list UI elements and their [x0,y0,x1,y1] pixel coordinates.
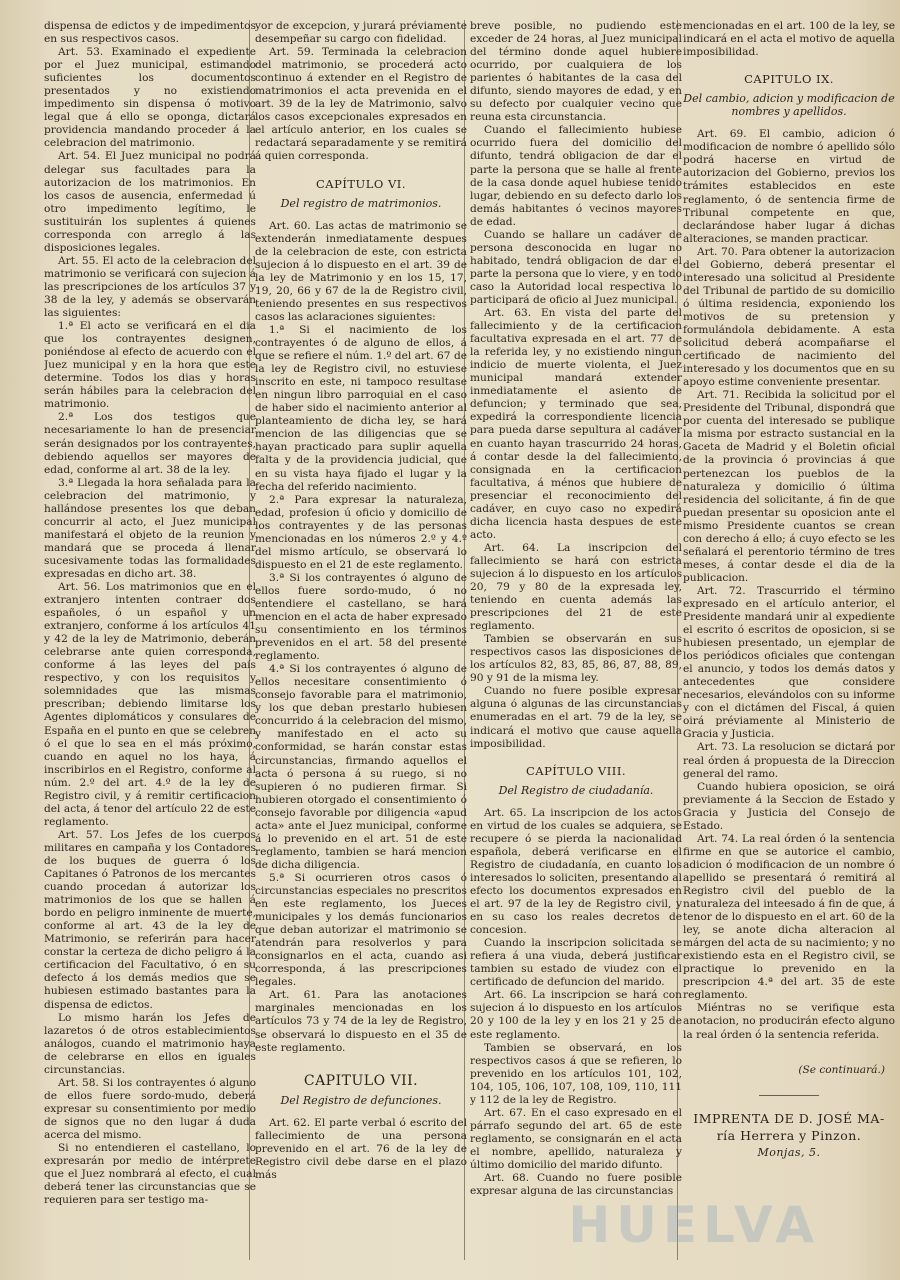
text-column-4 [683,20,895,1265]
printer-imprint [683,1110,895,1161]
article-paragraph: Tambien se observará, en los respectivos casos á que se refieren, lo prevenido en los artículos 101, 102, 104, 105, 106, 107, 108, 109, 110, 111 y 112 de la ley de Registro. [470,1041,682,1106]
imprint-address: Monjas, 5. [757,1145,821,1159]
chapter-subtitle: Del cambio, adicion y modificacion de nombres y apellidos. [683,92,895,119]
chapter-heading: CAPITULO VII. [303,1072,419,1089]
chapter-heading: CAPITULO IX. [744,72,834,87]
article-paragraph: Art. 55. El acto de la celebracion del matrimonio se verificará con sujecion á las prescripciones de los artículos 37 y 38 de la ley, y además se observarán las siguientes: [44,254,256,320]
chapter-heading: CAPÍTULO VI. [316,176,406,191]
article-paragraph: 3.ª Si los contrayentes ó alguno de ellos fuere sordo-mudo, ó no entendiere el castellano, se hará mencion en el acta de haber expresado su consentimiento en los términos prevenidos en el art. 58 del presente reglamento. [255,571,467,663]
article-paragraph: 4.ª Si los contrayentes ó alguno de ellos necesitare consentimiento ó consejo favorable para el matrimonio, y los que deban prestarlo hubiesen concurrido á la celebracion del mismo, y manifestado en el acto su conformidad, se harán constar estas circunstancias, firmando aquellos el acta ó persona á su ruego, si no supieren ó no pudieren firmar. Si hubieren otorgado el consentimiento ó consejo favorable por diligencia «apud acta» ante el Juez municipal, conforme á lo prevenido en el art. 51 de este reglamento, tambien se hará mencion de dicha diligencia. [255,663,467,871]
article-paragraph: Art. 62. El parte verbal ó escrito del fallecimiento de una persona prevenido en el art. 76 de la ley de Registro civil debe darse en el plazo más [255,1116,467,1181]
article-paragraph: dispensa de edictos y de impedimentos en sus respectivos casos. [44,20,256,46]
article-paragraph: Art. 59. Terminada la celebracion del matrimonio, se procederá acto continuo á extender en el Registro de matrimonios el acta prevenida en el art. 39 de la ley de Matrimonio, salvo los casos excepcionales expresados en el artículo anterior, en los cuales se redactará separadamente y se remitirá á quien corresponda. [255,46,467,163]
text-column-3 [470,20,682,1265]
article-paragraph: Art. 74. La real órden ó la sentencia firme en que se autorice el cambio, adicion ó modificacion de un nombre ó apellido se presentará ó remitirá al Registro civil del pueblo de la naturaleza del inteesado á fin de que, á tenor de lo dispuesto en el art. 60 de la ley, se anote dicha alteracion al márgen del acta de su nacimiento; y no existiendo esta en el Registro civil, se practique lo prevenido en la prescripcion 4.ª del art. 35 de este reglamento. [683,832,895,1002]
article-paragraph: Art. 73. La resolucion se dictará por real órden á propuesta de la Direccion general del ramo. [683,741,895,780]
article-paragraph: Cuando el fallecimiento hubiese ocurrido fuera del domicilio del difunto, tendrá obligacion de dar el parte la persona que se halle al frente de la casa donde aquel hubiese tenido lugar, debiendo en su defecto darlo los demás habitantes ó vecinos mayores de edad. [470,124,682,228]
article-paragraph: breve posible, no pudiendo este exceder de 24 horas, al Juez municipal del término donde aquel hubiere ocurrido, por cualquiera de los parientes ó habitantes de la casa del difunto, siendo mayores de edad, y en su defecto por cualquier vecino que reuna esta circunstancia. [470,20,682,124]
article-paragraph: Art. 56. Los matrimonios que en el extranjero intenten contraer dos españoles, ó un español y un extranjero, conforme á los artículos 41 y 42 de la ley de Matrimonio, deberán celebrarse ante quien corresponda, conforme á las leyes del país respectivo, y con los requisitos y solemnidades que las mismas prescriban; debiendo limitarse los Agentes diplomáticos y consulares de España en el punto en que se celebren ó el que lo sea en el más próximo, cuando en aquel no los haya, á inscribirlos en el Registro, conforme al núm. 2.º del art. 4.º de la ley de Registro civil, y á remitir certificacion del acta, á tenor del artículo 22 de este reglamento. [44,581,256,828]
article-paragraph: Art. 61. Para las anotaciones marginales mencionadas en los artículos 73 y 74 de la ley de Registro, se observará lo dispuesto en el 35 de este reglamento. [255,989,467,1054]
article-paragraph: Miéntras no se verifique esta anotacion, no producirán efecto alguno la real órden ó la sentencia referida. [683,1002,895,1041]
article-paragraph: Cuando se hallare un cadáver de persona desconocida en lugar no habitado, tendrá obligacion de dar el parte la persona que lo viere, y en todo caso la Autoridad local respectiva lo participará de oficio al Juez municipal. [470,228,682,306]
article-paragraph: Art. 64. La inscripcion del fallecimiento se hará con estricta sujecion á lo dispuesto en los artículos 20, 79 y 80 de la expresada ley, teniendo en cuenta además las prescripciones del 21 de este reglamento. [470,541,682,633]
article-paragraph: Art. 67. En el caso expresado en el párrafo segundo del art. 65 de este reglamento, se consignarán en el acta el nombre, apellido, naturaleza y último domicilio del marido difunto. [470,1106,682,1171]
article-paragraph: Lo mismo harán los Jefes de lazaretos ó de otros establecimientos análogos, cuando el matrimonio haya de celebrarse en ellos en iguales circunstancias. [44,1011,256,1076]
article-paragraph: Art. 65. La inscripcion de los actos en virtud de los cuales se adquiera, se recupere ó se pierda la nacionalidad española, deberá verificarse en el Registro de ciudadanía, en cuanto los interesados lo soliciten, presentando al efecto los documentos expresados en el art. 97 de la ley de Registro civil, y en su caso los reales decretos de concesion. [470,806,682,937]
article-paragraph: Cuando hubiera oposicion, se oirá previamente á la Seccion de Estado y Gracia y Justicia del Consejo de Estado. [683,780,895,832]
text-column-2 [255,20,467,1265]
article-paragraph: Tambien se observarán en sus respectivos casos las disposiciones de los artículos 82, 83, 85, 86, 87, 88, 89, 90 y 91 de la misma ley. [470,633,682,685]
article-paragraph: Art. 58. Si los contrayentes ó alguno de ellos fuere sordo-mudo, deberá expresar su consentimiento por medio de signos que no den lugar á duda acerca del mismo. [44,1076,256,1141]
imprint-line-2: ría Herrera y Pinzon. [716,1127,862,1143]
article-paragraph: Art. 54. El Juez municipal no podrá delegar sus facultades para la autorizacion de los matrimonios. En los casos de ausencia, enfermedad ú otro impedimento legítimo, le sustituirán los suplentes á quienes corresponda con arreglo á las disposiciones legales. [44,150,256,254]
article-paragraph: Art. 71. Recibida la solicitud por el Presidente del Tribunal, dispondrá que por cuenta del interesado se publique la misma por estracto sustancial en la Gaceta de Madrid y el Boletin oficial de la provincia ó provincias á que pertenezcan los pueblos de la naturaleza y domicilio ó última residencia del solicitante, á fin de que puedan presentar su oposicion ante el mismo Presidente cuantos se crean con derecho á ello; á cuyo efecto se les señalará el perentorio término de tres meses, á contar desde el dia de la publicacion. [683,389,895,584]
article-paragraph: 2.ª Para expresar la naturaleza, edad, profesion ú oficio y domicilio de los contrayentes y de las personas mencionadas en los números 2.º y 4.º del mismo artículo, se observará lo dispuesto en el 21 de este reglamento. [255,493,467,571]
article-paragraph: Art. 69. El cambio, adicion ó modificacion de nombre ó apellido sólo podrá hacerse en virtud de autorizacion del Gobierno, previos los trámites establecidos en este reglamento, ó de sentencia firme de Tribunal competente en que, declarándose haber lugar á dichas alteraciones, se manden practicar. [683,128,895,245]
article-paragraph: 3.ª Llegada la hora señalada para la celebracion del matrimonio, y hallándose presentes los que deban concurrir al acto, el Juez municipal manifestará el objeto de la reunion y mandará que se proceda á llenar sucesivamente todas las formalidades expresadas en dicho art. 38. [44,476,256,580]
article-paragraph: 1.ª El acto se verificará en el dia que los contrayentes designen, poniéndose al efecto de acuerdo con el Juez municipal y en la hora que este determine. Todos los dias y horas serán hábiles para la celebracion del matrimonio. [44,320,256,411]
article-paragraph: Art. 60. Las actas de matrimonio se extenderán inmediatamente despues de la celebracion de este, con estricta sujecion á lo dispuesto en el art. 39 de la ley de Matrimonio y en los 15, 17, 19, 20, 66 y 67 de la de Registro civil, teniendo presentes en sus respectivos casos las aclaraciones siguientes: [255,219,467,323]
article-paragraph: 5.ª Si ocurrieren otros casos ó circunstancias especiales no prescritos en este reglamento, los Jueces municipales y los demás funcionarios que deban autorizar el matrimonio se atendrán para resolverlos y para consignarlos en el acta, cuando asi corresponda, á las prescripciones legales. [255,871,467,989]
chapter-subtitle: Del registro de matrimonios. [280,196,442,210]
text-column-1 [44,20,256,1265]
article-paragraph: Art. 70. Para obtener la autorizacion del Gobierno, deberá presentar el interesado una solicitud al Presidente del Tribunal de partido de su domicilio ó última residencia, exponiendo los motivos de su pretension y formulándola debidamente. A esta solicitud deberá acompañarse el certificado de nacimiento del interesado y los documentos que en su apoyo estime conveniente presentar. [683,245,895,389]
article-paragraph: Art. 68. Cuando no fuere posible expresar alguna de las circunstancias [470,1172,682,1198]
imprint-line-1: IMPRENTA DE D. JOSÉ MA- [693,1110,885,1126]
article-paragraph: Cuando la inscripcion solicitada se refiera á una viuda, deberá justificar tambien su estado de viudez con el certificado de defuncion del marido. [470,937,682,989]
article-paragraph: Art. 57. Los Jefes de los cuerpos militares en campaña y los Contadores de los buques de guerra ó los Capitanes ó Patronos de los mercantes cuando procedan á autorizar los matrimonios de los que se hallen á bordo en peligro inminente de muerte, conforme al art. 43 de la ley de Matrimonio, se referirán para hacer constar la certeza de dicho peligro á la certificacion del Facultativo, ó en su defecto á los demás medios que se hubiesen estimado bastantes para la dispensa de edictos. [44,828,256,1011]
article-paragraph: Art. 63. En vista del parte del fallecimiento y de la certificacion facultativa expresada en el art. 77 de la referida ley, y no existiendo ningun indicio de muerte violenta, el Juez municipal mandará extender inmediatamente el asiento de defuncion; y terminado que sea, expedirá la correspondiente licencia para pueda darse sepultura al cadáver en cuanto hayan trascurrido 24 horas, á contar desde la del fallecimiento, consignada en la certificacion facultativa, á ménos que hubiere de presenciar el reconocimiento del cadáver, en cuyo caso no expedirá dicha licencia hasta despues de este acto. [470,307,682,541]
separator-line [759,1095,819,1096]
continuation-note: (Se continuará.) [798,1063,885,1076]
article-paragraph: Cuando no fuere posible expresar alguna ó algunas de las circunstancias enumeradas en el art. 79 de la ley, se indicará el motivo que cause aquella imposibilidad. [470,685,682,750]
article-paragraph: Art. 53. Examinado el expediente por el Juez municipal, estimando suficientes los documentos presentados y no existiendo impedimento sin dispensa ó motivo legal que á ello se oponga, dictará providencia mandando proceder á la celebracion del matrimonio. [44,46,256,150]
article-paragraph: Si no entendieren el castellano, lo expresarán por medio de intérprete que el Juez nombrará al efecto, el cual deberá tener las circunstancias que se requieren para ser testigo ma- [44,1142,256,1207]
article-paragraph: 2.ª Los dos testigos que necesariamente lo han de presenciar serán designados por los contrayentes, debiendo aquellos ser mayores de edad, conforme al art. 38 de la ley. [44,411,256,476]
chapter-heading: CAPÍTULO VIII. [525,763,627,778]
article-paragraph: Art. 72. Trascurrido el término expresado en el artículo anterior, el Presidente mandará unir al expediente el escrito ó escritos de oposicion, si se hubiesen presentado, un ejemplar de los periódicos oficiales que contengan el anuncio, y todos los demás datos y antecedentes que considere necesarios, elevándolos con su informe y con el dictámen del Fiscal, á quien oirá préviamente al Ministerio de Gracia y Justicia. [683,584,895,741]
article-paragraph: mencionadas en el art. 100 de la ley, se indicará en el acta el motivo de aquella imposibilidad. [683,20,895,59]
article-paragraph: 1.ª Si el nacimiento de los contrayentes ó de alguno de ellos, á que se refiere el núm. 1.º del art. 67 de la ley de Registro civil, no estuviese inscrito en este, ni tampoco resultase en ningun libro parroquial en el caso de haber sido el nacimiento anterior al planteamiento de dicha ley, se hará mencion de las diligencias que se hayan practicado para suplir aquella falta y de la providencia judicial, que en su vista haya fijado el lugar y la fecha del referido nacimiento. [255,323,467,493]
chapter-subtitle: Del Registro de defunciones. [280,1093,442,1107]
article-paragraph: Art. 66. La inscripcion se hará con sujecion á lo dispuesto en los artículos 20 y 100 de la ley y en los 21 y 25 de este reglamento. [470,989,682,1041]
chapter-subtitle: Del Registro de ciudadanía. [498,783,654,797]
archive-watermark: HUELVA [568,1196,820,1254]
article-paragraph: yor de excepcion, y jurará préviamente desempeñar su cargo con fidelidad. [255,20,467,46]
